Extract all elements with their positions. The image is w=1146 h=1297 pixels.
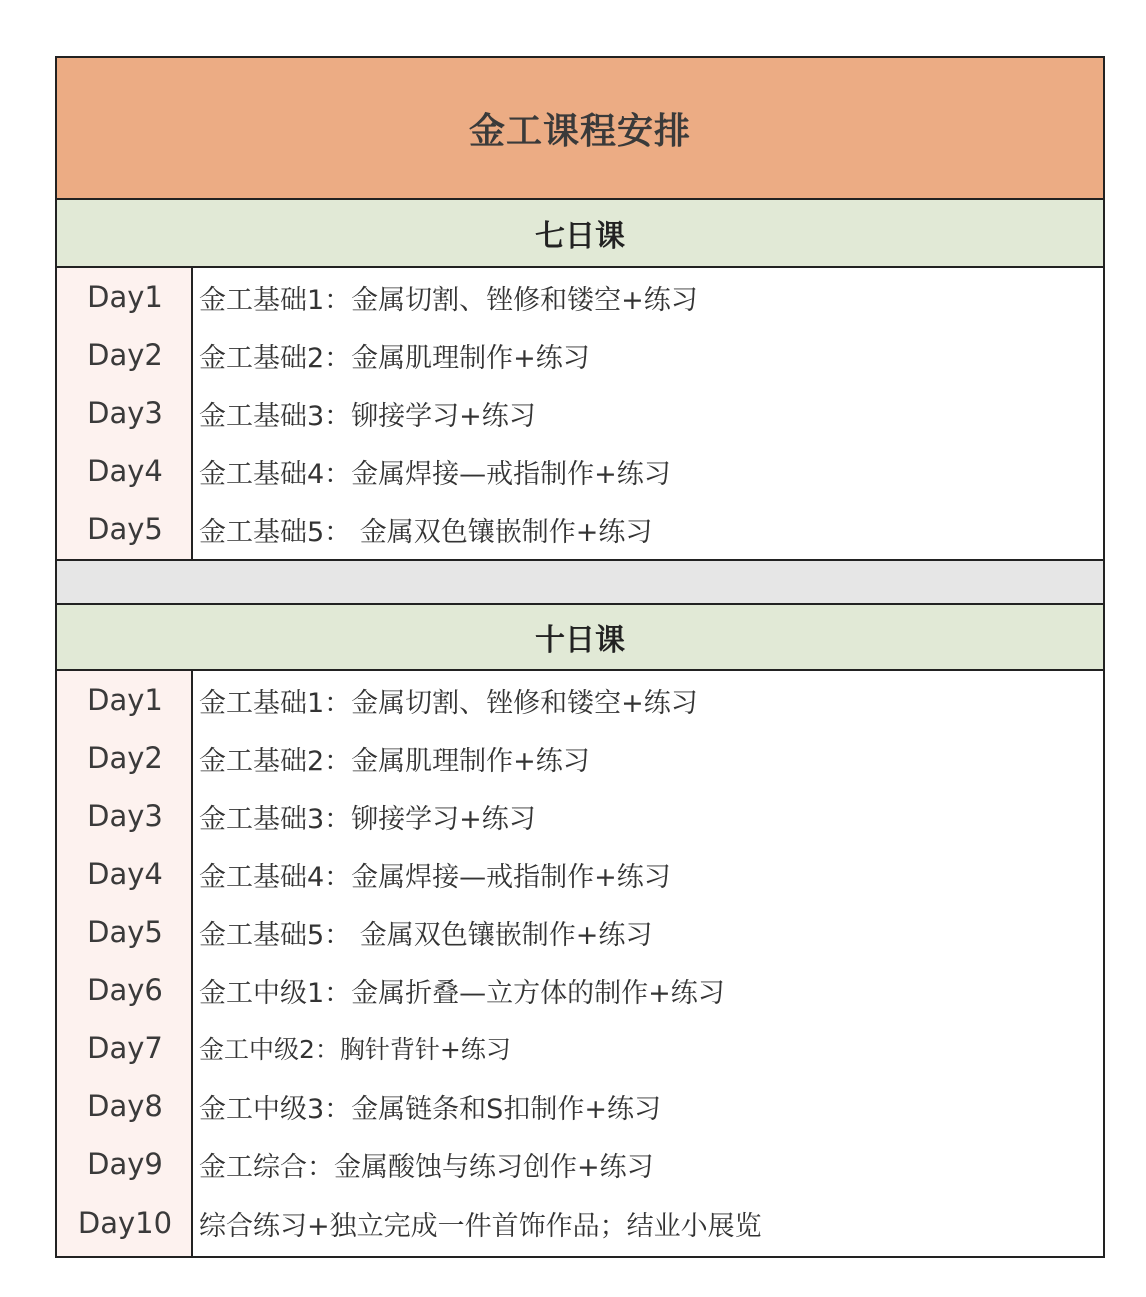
course-description: 金工基础5： 金属双色镶嵌制作+练习 — [199, 919, 653, 951]
course-description: 金工基础1：金属切割、锉修和镂空+练习 — [199, 687, 698, 719]
day-label: Day3 — [87, 396, 163, 430]
table-row — [57, 671, 1103, 729]
table-row — [57, 326, 1103, 384]
day-label: Day3 — [87, 799, 163, 833]
seven-day-block — [57, 268, 1103, 559]
course-description: 金工基础4：金属焊接—戒指制作+练习 — [199, 861, 671, 893]
table-row — [57, 384, 1103, 442]
day-label: Day7 — [87, 1031, 163, 1065]
course-description: 金工基础4：金属焊接—戒指制作+练习 — [199, 458, 671, 490]
page-title: 金工课程安排 — [468, 110, 691, 152]
day-label: Day2 — [87, 741, 163, 775]
table-row — [57, 268, 1103, 326]
day-label: Day4 — [87, 454, 163, 488]
section-divider — [57, 559, 1103, 605]
course-description: 综合练习+独立完成一件首饰作品；结业小展览 — [199, 1210, 762, 1242]
day-label: Day2 — [87, 338, 163, 372]
day-label: Day1 — [87, 280, 163, 314]
course-description: 金工中级2：胸针背针+练习 — [199, 1035, 511, 1064]
section-title: 十日课 — [535, 623, 625, 658]
ten-day-block — [57, 671, 1103, 1256]
table-row — [57, 1077, 1103, 1135]
course-description: 金工基础3：铆接学习+练习 — [199, 400, 536, 432]
day-label: Day10 — [77, 1206, 173, 1240]
day-label: Day1 — [87, 683, 163, 717]
title-band — [57, 58, 1103, 200]
section-header-seven-day — [57, 200, 1103, 268]
day-label: Day5 — [87, 512, 163, 546]
table-row — [57, 845, 1103, 903]
course-description: 金工综合：金属酸蚀与练习创作+练习 — [199, 1151, 654, 1183]
table-row — [57, 500, 1103, 558]
course-description: 金工基础5： 金属双色镶嵌制作+练习 — [199, 516, 653, 548]
table-row — [57, 1135, 1103, 1193]
section-title: 七日课 — [535, 219, 625, 254]
course-description: 金工中级1：金属折叠—立方体的制作+练习 — [199, 977, 725, 1009]
course-description: 金工基础2：金属肌理制作+练习 — [199, 342, 590, 374]
table-row — [57, 442, 1103, 500]
course-description: 金工基础3：铆接学习+练习 — [199, 803, 536, 835]
section-header-ten-day — [57, 605, 1103, 671]
day-label: Day5 — [87, 915, 163, 949]
day-label: Day8 — [87, 1089, 163, 1123]
table-row — [57, 787, 1103, 845]
course-description: 金工基础1：金属切割、锉修和镂空+练习 — [199, 284, 698, 316]
course-schedule-table — [55, 56, 1105, 1258]
table-row — [57, 729, 1103, 787]
table-row — [57, 961, 1103, 1019]
table-row — [57, 1193, 1103, 1253]
course-description: 金工基础2：金属肌理制作+练习 — [199, 745, 590, 777]
table-row — [57, 1019, 1103, 1077]
table-row — [57, 903, 1103, 961]
course-description: 金工中级3：金属链条和S扣制作+练习 — [199, 1093, 661, 1125]
day-label: Day9 — [87, 1147, 163, 1181]
day-label: Day6 — [87, 973, 163, 1007]
day-label: Day4 — [87, 857, 163, 891]
